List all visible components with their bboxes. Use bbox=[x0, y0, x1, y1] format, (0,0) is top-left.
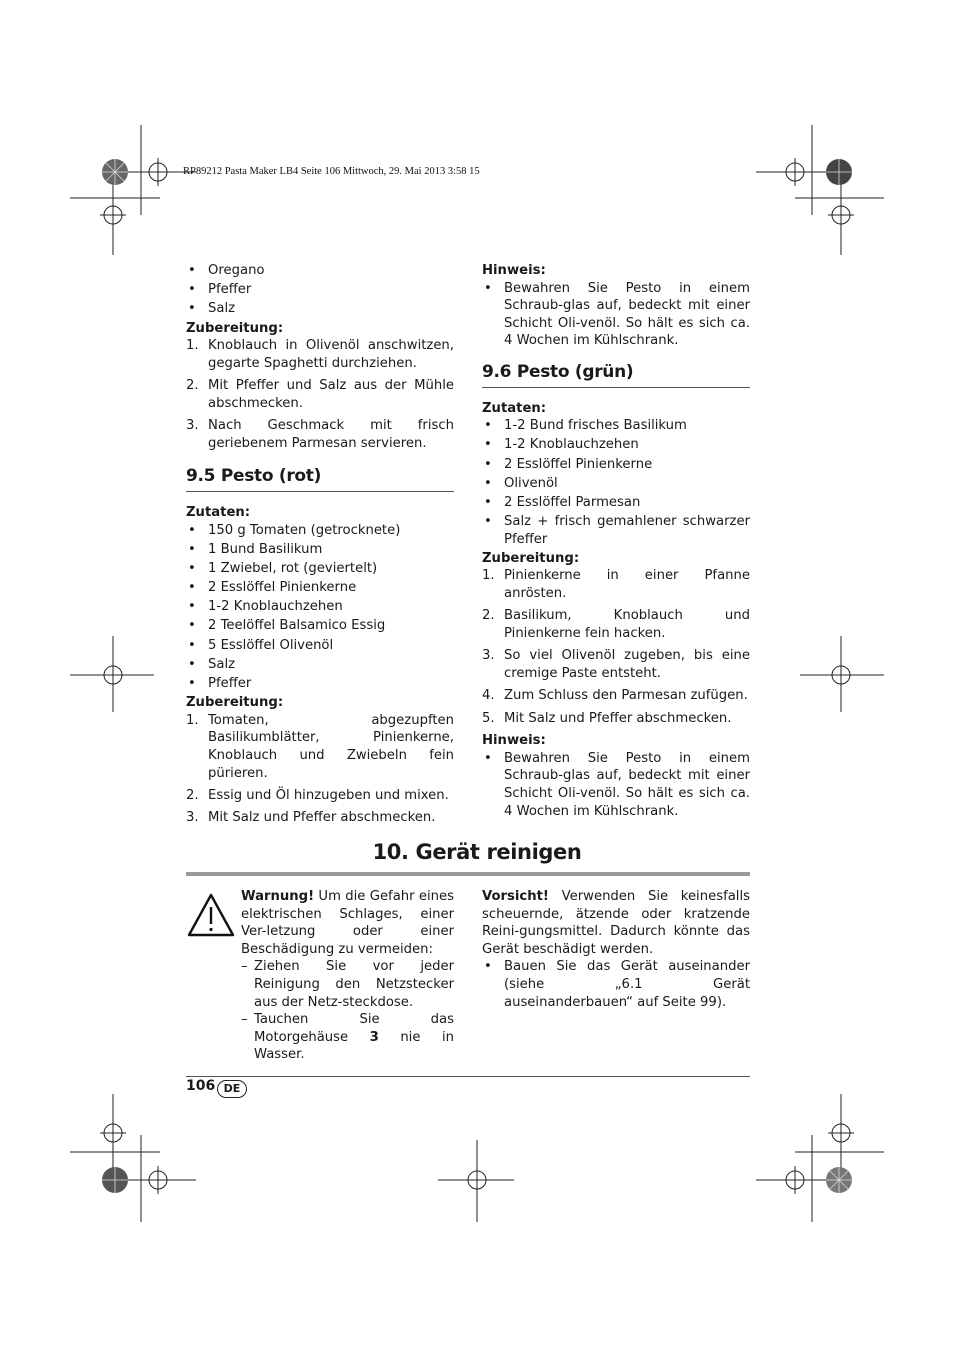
list-item: • 2 Teelöffel Balsamico Essig bbox=[186, 617, 454, 635]
list-item: • Oregano bbox=[186, 262, 454, 280]
list-item: • Pfeffer bbox=[186, 675, 454, 693]
preparation-label: Zubereitung: bbox=[482, 550, 580, 566]
ingredients-list bbox=[186, 522, 454, 693]
list-item: • Salz + frisch gemahlener schwarzer Pfeffer bbox=[482, 513, 750, 548]
step-item: 5. Mit Salz und Pfeffer abschmecken. bbox=[482, 710, 732, 726]
ingredients-list bbox=[482, 417, 750, 548]
list-item: – Tauchen Sie das Motorgehäuse 3 nie in Wasser. bbox=[241, 1011, 454, 1064]
right-column bbox=[482, 262, 750, 822]
list-item: • Pfeffer bbox=[186, 281, 454, 299]
caution-text: Verwenden Sie keinesfalls scheuernde, ätzende oder kratzende Reini-gungsmittel. Dadurch könnte das Gerät beschädigt werden. bbox=[482, 889, 750, 957]
step-item: 4. Zum Schluss den Parmesan zufügen. bbox=[482, 688, 748, 704]
warning-label: Warnung! bbox=[241, 889, 315, 904]
page-number: 106 bbox=[186, 1078, 216, 1094]
footer-divider bbox=[186, 1076, 750, 1077]
step-item: 3. Mit Salz und Pfeffer abschmecken. bbox=[186, 810, 436, 826]
chapter-title: 10. Gerät reinigen bbox=[372, 840, 582, 864]
list-item: • 1-2 Knoblauchzehen bbox=[186, 598, 454, 616]
step-item: 1. Tomaten, abgezupften Basilikumblätter, Pinienkerne, Knoblauch und Zwiebeln fein pürieren. bbox=[186, 712, 454, 781]
list-item: • Bewahren Sie Pesto in einem Schraub-glas auf, bedeckt mit einer Schicht Oli-venöl. So hält es sich ca. 4 Wochen im Kühlschrank. bbox=[482, 280, 750, 350]
list-item: • 1 Zwiebel, rot (geviertelt) bbox=[186, 560, 454, 578]
preparation-steps bbox=[482, 567, 750, 727]
step-item: 2. Essig und Öl hinzugeben und mixen. bbox=[186, 787, 449, 803]
warning-block bbox=[241, 888, 454, 1064]
list-item: • Bewahren Sie Pesto in einem Schraub-glas auf, bedeckt mit einer Schicht Oli-venöl. So hält es sich ca. 4 Wochen im Kühlschrank. bbox=[482, 750, 750, 820]
preparation-steps bbox=[186, 337, 454, 452]
step-item: 2. Mit Pfeffer und Salz aus der Mühle abschmecken. bbox=[186, 378, 454, 411]
list-item: • Bauen Sie das Gerät auseinander (siehe „6.1 Gerät auseinanderbauen“ auf Seite 99). bbox=[482, 958, 750, 1011]
section-title-pesto-gruen: 9.6 Pesto (grün) bbox=[482, 364, 750, 388]
list-item: • 2 Esslöffel Pinienkerne bbox=[186, 579, 454, 597]
list-item: • Olivenöl bbox=[482, 475, 750, 493]
step-item: 1. Knoblauch in Olivenöl anschwitzen, gegarte Spaghetti durchziehen. bbox=[186, 338, 454, 371]
list-item: • Salz bbox=[186, 656, 454, 674]
list-item: • 1 Bund Basilikum bbox=[186, 541, 454, 559]
seasoning-list bbox=[186, 262, 454, 318]
list-item: • 1-2 Bund frisches Basilikum bbox=[482, 417, 750, 435]
warning-triangle-icon bbox=[186, 892, 236, 938]
preparation-label: Zubereitung: bbox=[186, 320, 284, 336]
list-item: – Ziehen Sie vor jeder Reinigung den Netzstecker aus der Netz-steckdose. bbox=[241, 958, 454, 1011]
list-item: • 2 Esslöffel Pinienkerne bbox=[482, 456, 750, 474]
step-item: 3. So viel Olivenöl zugeben, bis eine cremige Paste entsteht. bbox=[482, 648, 750, 682]
section-title-pesto-rot: 9.5 Pesto (rot) bbox=[186, 468, 454, 492]
caution-block bbox=[482, 888, 750, 1013]
list-item: • Salz bbox=[186, 300, 454, 318]
preparation-label: Zubereitung: bbox=[186, 695, 284, 711]
warning-text: Um die Gefahr eines elektrischen Schlages, einer Ver-letzung oder einer Beschädigung zu vermeiden: bbox=[241, 889, 454, 957]
step-item: 2. Basilikum, Knoblauch und Pinienkerne fein hacken. bbox=[482, 608, 750, 642]
language-badge: DE bbox=[217, 1080, 247, 1098]
note-label: Hinweis: bbox=[482, 263, 546, 278]
list-item: • 5 Esslöffel Olivenöl bbox=[186, 637, 454, 655]
ingredients-label: Zutaten: bbox=[186, 504, 251, 520]
note-list bbox=[482, 750, 750, 820]
caution-list bbox=[482, 958, 750, 1011]
warning-divider bbox=[186, 872, 750, 876]
print-slug: RP89212 Pasta Maker LB4 Seite 106 Mittwoch, 29. Mai 2013 3:58 15 bbox=[183, 166, 480, 177]
step-item: 3. Nach Geschmack mit frisch geriebenem Parmesan servieren. bbox=[186, 418, 454, 451]
list-item: • 150 g Tomaten (getrocknete) bbox=[186, 522, 454, 540]
step-item: 1. Pinienkerne in einer Pfanne anrösten. bbox=[482, 568, 750, 602]
note-label: Hinweis: bbox=[482, 733, 546, 749]
list-item: • 2 Esslöffel Parmesan bbox=[482, 494, 750, 512]
warning-list bbox=[241, 958, 454, 1064]
caution-label: Vorsicht! bbox=[482, 889, 549, 904]
preparation-steps bbox=[186, 712, 454, 827]
left-column bbox=[186, 262, 454, 832]
note-list bbox=[482, 280, 750, 350]
list-item: • 1-2 Knoblauchzehen bbox=[482, 436, 750, 454]
ingredients-label: Zutaten: bbox=[482, 400, 547, 416]
